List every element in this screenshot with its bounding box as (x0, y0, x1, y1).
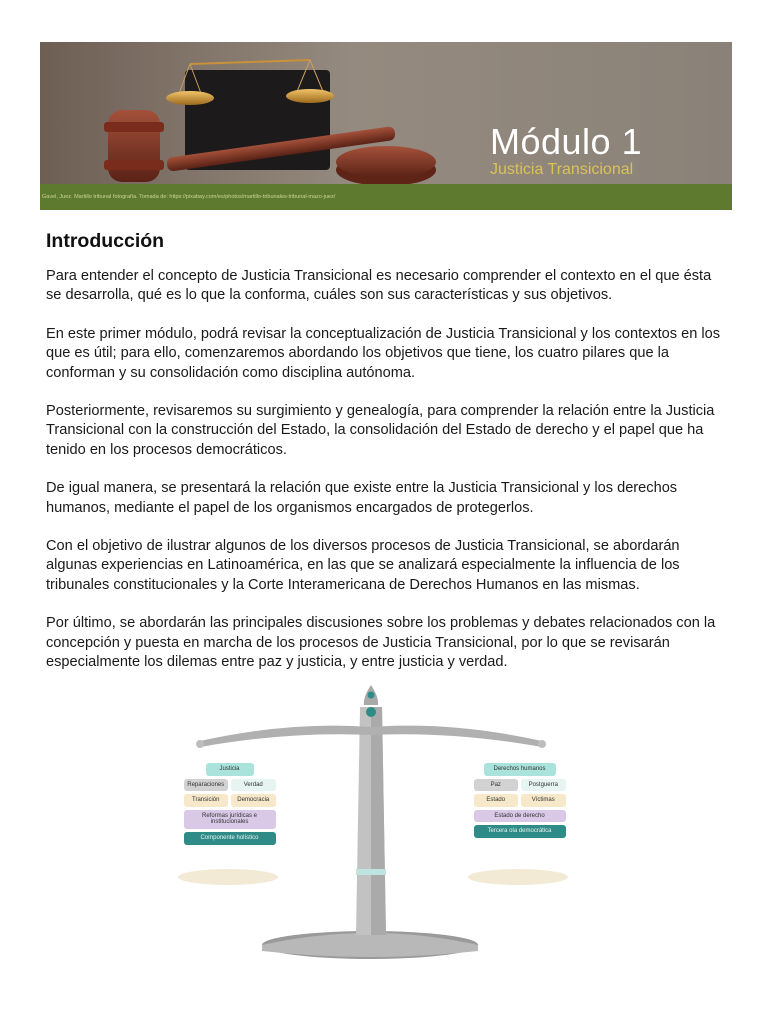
section-heading: Introducción (46, 230, 165, 252)
concept-box: Democracia (231, 794, 276, 807)
concept-box: Estado (474, 794, 519, 807)
concept-box: Postguerra (521, 779, 566, 792)
header-banner (40, 42, 732, 210)
concept-box: Transición (184, 794, 229, 807)
concept-box: Estado de derecho (474, 810, 566, 823)
concept-box: Verdad (231, 779, 276, 792)
scale-plate-left (182, 763, 277, 845)
paragraph: Para entender el concepto de Justicia Transicional es necesario comprender el contexto en el que ésta se desarrolla, qué es lo que la conforma, cuáles son sus características y sus objetivos. (46, 268, 712, 304)
concept-box: Componente holístico (184, 832, 276, 845)
concept-box: Paz (474, 779, 519, 792)
module-title: Módulo 1 (490, 121, 643, 162)
paragraph: En este primer módulo, podrá revisar la conceptualización de Justicia Transicional y los contextos en los que es útil; para ello, comenzaremos abordando los objetivos que tiene, los cuatro pilares que la conforman y su consolidación como disciplina autónoma. (46, 325, 721, 381)
concept-box: Víctimas (521, 794, 566, 807)
concept-box: Reparaciones (184, 779, 229, 792)
paragraph: Posteriormente, revisaremos su surgimiento y genealogía, para comprender la relación entre la Justicia Transicional con la construcción del Estado, la consolidación del Estado de derecho y el papel que ha tenido en los procesos democráticos. (46, 403, 715, 458)
concept-box: Derechos humanos (484, 763, 556, 776)
concept-box: Reformas jurídicas e institucionales (184, 810, 276, 829)
concept-box: Justicia (206, 763, 254, 776)
module-subtitle: Justicia Transicional (490, 161, 634, 178)
concept-box: Tercera ola democrática (474, 825, 566, 838)
paragraph: Por último, se abordarán las principales discusiones sobre los problemas y debates relacionados con la concepción y puesta en marcha de los procesos de Justicia Transicional, por lo que se revisarán especialmente los dilemas entre paz y justicia, y entre justicia y verdad. (46, 615, 716, 671)
scale-plate-right (472, 763, 567, 838)
main-content (46, 230, 726, 692)
paragraph: De igual manera, se presentará la relación que existe entre la Justicia Transicional y los derechos humanos, mediante el papel de los organismos encargados de protegerlos. (46, 480, 678, 516)
paragraph: Con el objetivo de ilustrar algunos de los diversos procesos de Justicia Transicional, se abordarán algunas experiencias en Latinoamérica, en las que se analizará especialmente la influencia de los tribunales constitucionales y la Corte Interamericana de Derechos Humanos en las mismas. (46, 538, 680, 593)
image-credit: Gavel, Juez. Martillo tribunal fotografía. Tomada de: https://pixabay.com/es/photos/martillo-tribunales-tribunal-mazo-juez/ (40, 184, 732, 210)
justice-scale-figure (170, 685, 580, 970)
